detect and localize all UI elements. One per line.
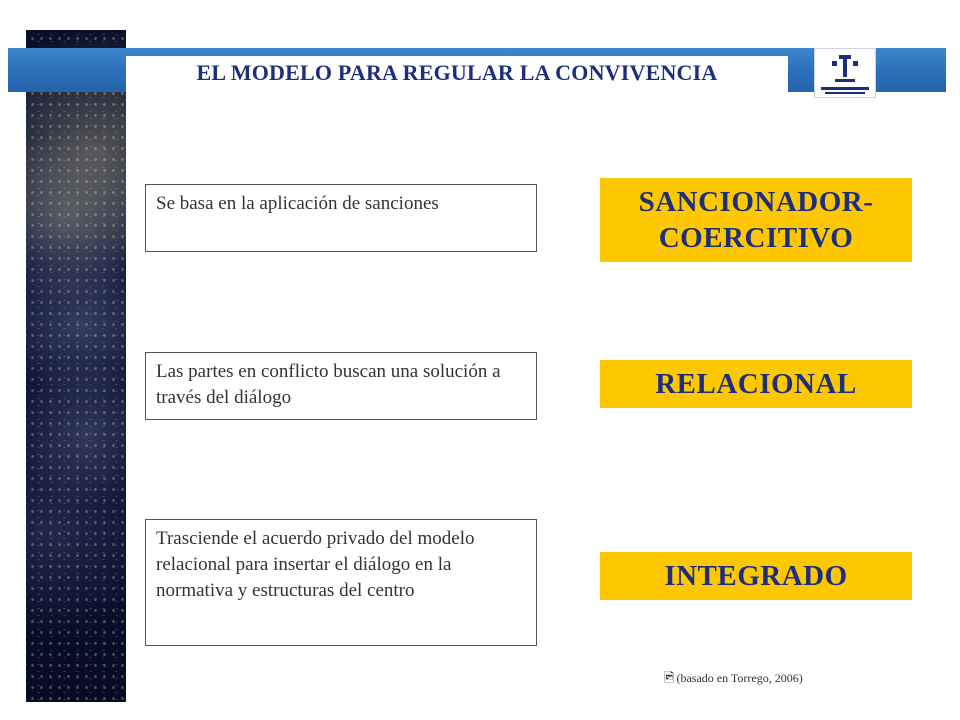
description-text: Las partes en conflicto buscan una solución a través del diálogo xyxy=(156,361,501,408)
model-label-relacional xyxy=(600,360,912,408)
note-icon: 🖻 xyxy=(664,670,675,685)
logo-emblem-icon xyxy=(815,49,875,97)
description-text: Se basa en la aplicación de sanciones xyxy=(156,193,439,214)
description-text: Trasciende el acuerdo privado del modelo relacional para insertar el diálogo en la normativa y estructuras del centro xyxy=(156,528,475,601)
description-box-sancionador xyxy=(145,184,537,252)
model-label-sancionador xyxy=(600,178,912,262)
page-title: EL MODELO PARA REGULAR LA CONVIVENCIA xyxy=(196,60,718,85)
model-label-line1: SANCIONADOR- xyxy=(638,186,874,218)
footnote xyxy=(664,669,803,691)
night-earth-sidebar-image xyxy=(26,30,126,702)
institutional-logo xyxy=(814,48,876,98)
model-label-text: INTEGRADO xyxy=(664,560,848,592)
model-label-text: RELACIONAL xyxy=(655,368,857,400)
model-label-line2: COERCITIVO xyxy=(658,222,854,254)
footnote-text: (basado en Torrego, 2006) xyxy=(676,671,803,685)
description-box-integrado xyxy=(145,519,537,646)
description-box-relacional xyxy=(145,352,537,420)
model-label-integrado xyxy=(600,552,912,600)
